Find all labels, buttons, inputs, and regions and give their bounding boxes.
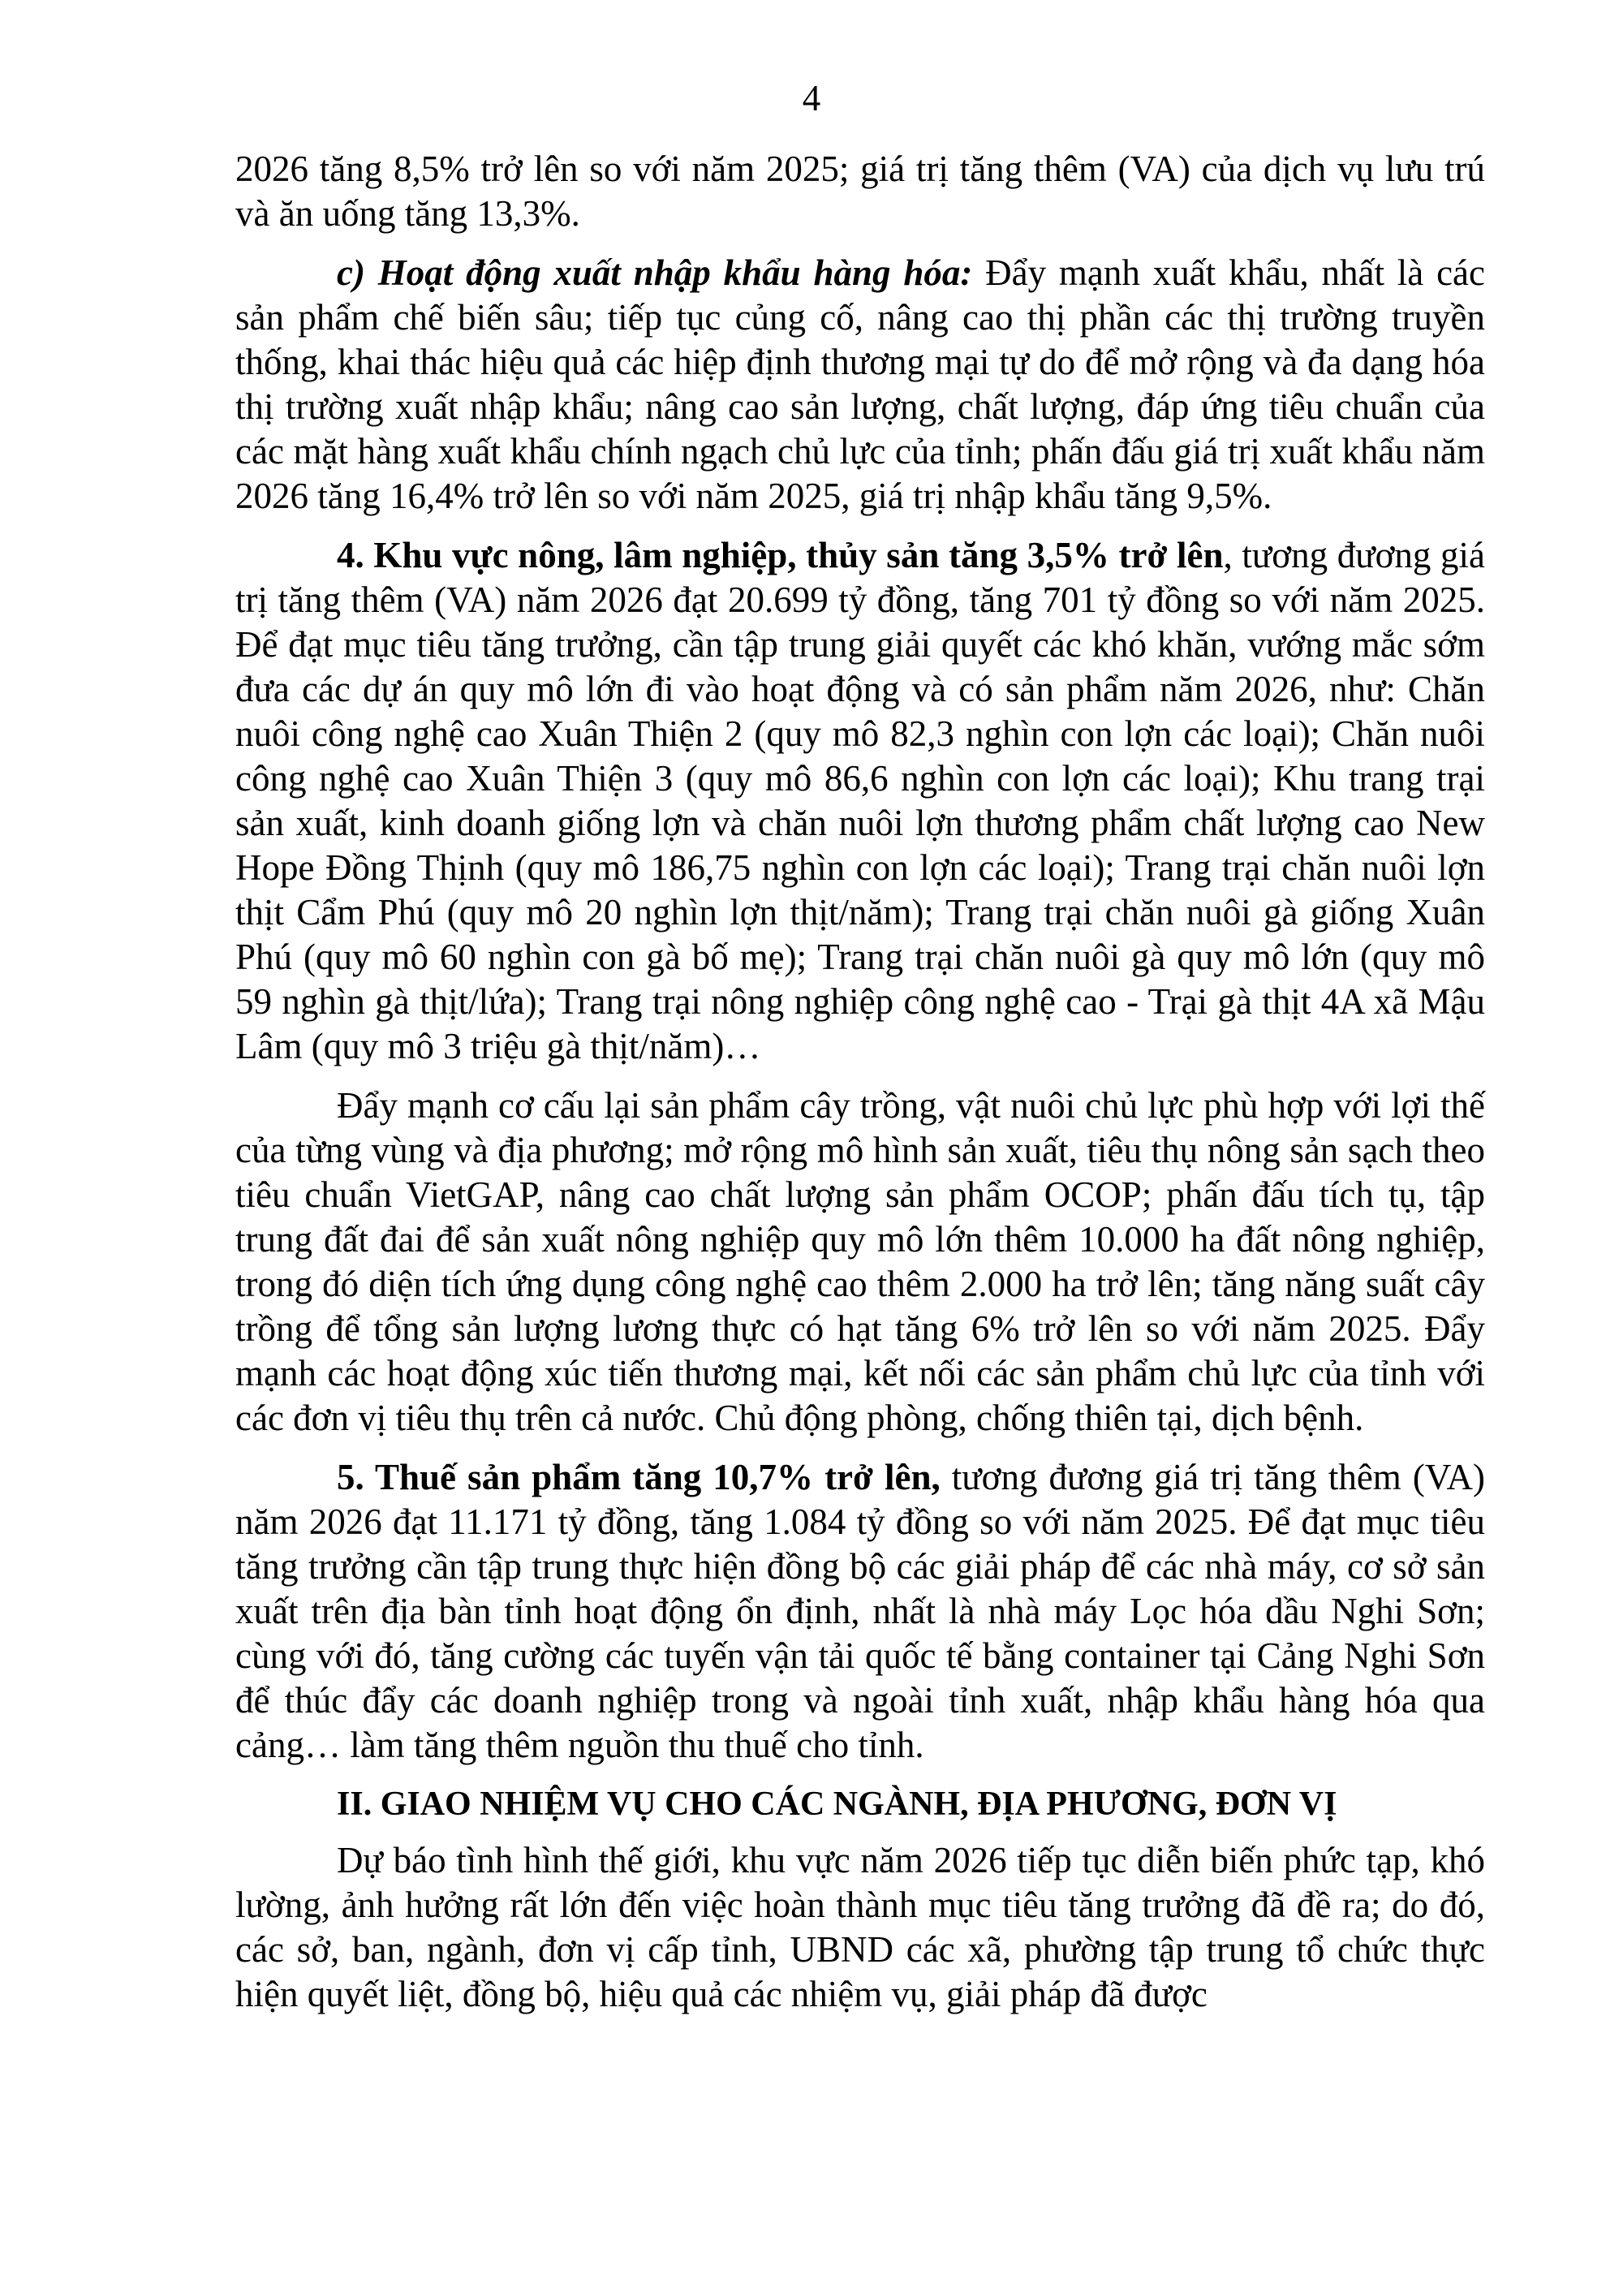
paragraph-crop-restructuring: Đẩy mạnh cơ cấu lại sản phẩm cây trồng, vật nuôi chủ lực phù hợp với lợi thế của từng vùng và địa phương; mở rộng mô hình sản xuất, tiêu thụ nông sản sạch theo tiêu chuẩn VietGAP, nâng cao chất lượng sản phẩm OCOP; phấn đấu tích tụ, tập trung đất đai để sản xuất nông nghiệp quy mô lớn thêm 10.000 ha đất nông nghiệp, trong đó diện tích ứng dụng công nghệ cao thêm 2.000 ha trở lên; tăng năng suất cây trồng để tổng sản lượng lương thực có hạt tăng 6% trở lên so với năm 2025. Đẩy mạnh các hoạt động xúc tiến thương mại, kết nối các sản phẩm chủ lực của tỉnh với các đơn vị tiêu thụ trên cả nước. Chủ động phòng, chống thiên tại, dịch bệnh.: [235, 1085, 1485, 1438]
paragraph-import-export: [235, 251, 1485, 519]
paragraph-agriculture-text: , tương đương giá trị tăng thêm (VA) năm 2026 đạt 20.699 tỷ đồng, tăng 701 tỷ đồng so với năm 2025. Để đạt mục tiêu tăng trưởng, cần tập trung giải quyết các khó khăn, vướng mắc sớm đưa các dự án quy mô lớn đi vào hoạt động và có sản phẩm năm 2026, như: Chăn nuôi công nghệ cao Xuân Thiện 2 (quy mô 82,3 nghìn con lợn các loại); Chăn nuôi công nghệ cao Xuân Thiện 3 (quy mô 86,6 nghìn con lợn các loại); Khu trang trại sản xuất, kinh doanh giống lợn và chăn nuôi lợn thương phẩm chất lượng cao New Hope Đồng Thịnh (quy mô 186,75 nghìn con lợn các loại); Trang trại chăn nuôi lợn thịt Cẩm Phú (quy mô 20 nghìn lợn thịt/năm); Trang trại chăn nuôi gà giống Xuân Phú (quy mô 60 nghìn con gà bố mẹ); Trang trại chăn nuôi gà quy mô lớn (quy mô 59 nghìn gà thịt/lứa); Trang trại nông nghiệp công nghệ cao - Trại gà thịt 4A xã Mậu Lâm (quy mô 3 triệu gà thịt/năm)…: [235, 535, 1485, 1066]
paragraph-import-export-text: Đẩy mạnh xuất khẩu, nhất là các sản phẩm chế biến sâu; tiếp tục củng cố, nâng cao thị phần các thị trường truyền thống, khai thác hiệu quả các hiệp định thương mại tự do để mở rộng và đa dạng hóa thị trường xuất nhập khẩu; nâng cao sản lượng, chất lượng, đáp ứng tiêu chuẩn của các mặt hàng xuất khẩu chính ngạch chủ lực của tỉnh; phấn đấu giá trị xuất khẩu năm 2026 tăng 16,4% trở lên so với năm 2025, giá trị nhập khẩu tăng 9,5%.: [235, 252, 1485, 516]
subheading-import-export: c) Hoạt động xuất nhập khẩu hàng hóa:: [337, 252, 973, 293]
paragraph-continuation: 2026 tăng 8,5% trở lên so với năm 2025; giá trị tăng thêm (VA) của dịch vụ lưu trú và ăn uống tăng 13,3%.: [235, 149, 1485, 234]
subheading-agriculture: 4. Khu vực nông, lâm nghiệp, thủy sản tăng 3,5% trở lên: [337, 535, 1224, 575]
page-number: 4: [802, 78, 821, 118]
paragraph-product-tax-text: tương đương giá trị tăng thêm (VA) năm 2026 đạt 11.171 tỷ đồng, tăng 1.084 tỷ đồng so với năm 2025. Để đạt mục tiêu tăng trưởng cần tập trung thực hiện đồng bộ các giải pháp để các nhà máy, cơ sở sản xuất trên địa bàn tỉnh hoạt động ổn định, nhất là nhà máy Lọc hóa dầu Nghi Sơn; cùng với đó, tăng cường các tuyến vận tải quốc tế bằng container tại Cảng Nghi Sơn để thúc đẩy các doanh nghiệp trong và ngoài tỉnh xuất, nhập khẩu hàng hóa qua cảng… làm tăng thêm nguồn thu thuế cho tỉnh.: [235, 1457, 1485, 1765]
subheading-product-tax: 5. Thuế sản phẩm tăng 10,7% trở lên,: [337, 1457, 941, 1497]
paragraph-agriculture: [235, 533, 1485, 1069]
paragraph-product-tax: [235, 1455, 1485, 1768]
section-heading-ii: II. GIAO NHIỆM VỤ CHO CÁC NGÀNH, ĐỊA PHƯƠNG, ĐƠN VỊ: [337, 1786, 1337, 1823]
document-body: [235, 147, 1485, 2031]
paragraph-forecast: Dự báo tình hình thế giới, khu vực năm 2026 tiếp tục diễn biến phức tạp, khó lường, ảnh hưởng rất lớn đến việc hoàn thành mục tiêu tăng trưởng đã đề ra; do đó, các sở, ban, ngành, đơn vị cấp tỉnh, UBND các xã, phường tập trung tổ chức thực hiện quyết liệt, đồng bộ, hiệu quả các nhiệm vụ, giải pháp đã được: [235, 1840, 1485, 2014]
